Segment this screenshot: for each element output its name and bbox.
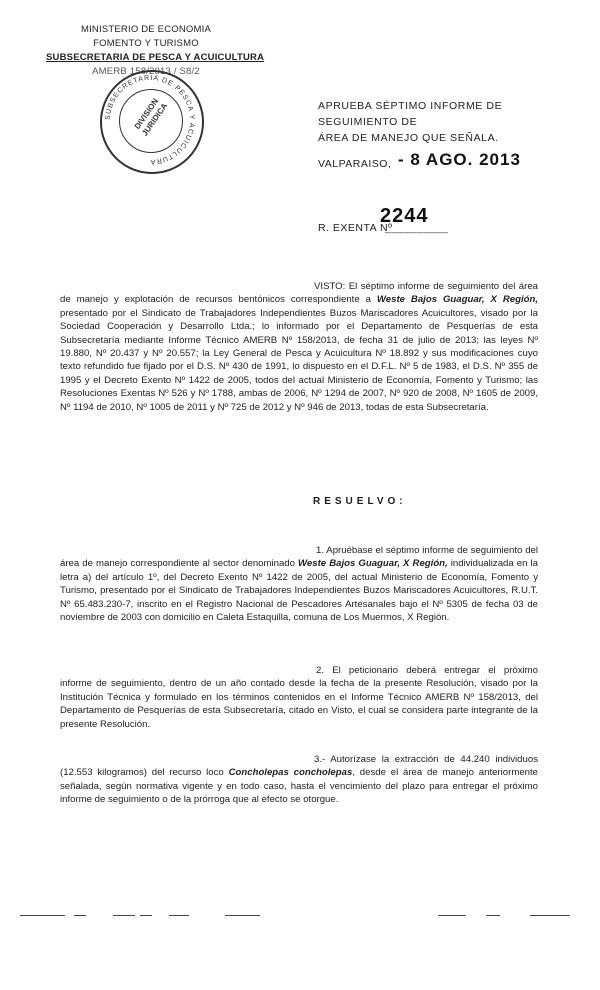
title-line-2: ÁREA DE MANEJO QUE SEÑALA. [318, 132, 499, 144]
footer-line-9 [530, 915, 570, 916]
item1-text-a: 1. Apruébase el séptimo informe de seguimiento del área de manejo correspondiente al sector denominado [60, 545, 538, 570]
item1-text-b: individualizada en la letra a) del artículo 1º, del Decreto Exento Nº 1422 de 2005, del actual Ministerio de Economía, Fomento y Turismo, presentado por el Sindicato de Trabajadores Independientes Buzos Mariscadores Acuicultores, R.U.T. Nº 65.483.230-7, inscrito en el Registro Nacional de Pescadores Artesanales bajo el Nº 5305 de fecha 03 de noviembre de 2003 con domicilio en Caleta Estaquilla, comuna de Los Muermos, X Región. [60, 558, 538, 624]
ministry-line-1: MINISTERIO DE ECONOMIA [80, 24, 212, 35]
visto-paragraph [60, 280, 538, 414]
resuelvo-heading: RESUELVO: [313, 496, 407, 507]
footer-line-4 [140, 915, 152, 916]
item3-text-a: 3.- Autorízase la extracción de 44.240 individuos (12.553 kilogramos) del recurso loco [60, 754, 538, 779]
footer-line-6 [225, 915, 260, 916]
official-seal [100, 70, 204, 174]
resolution-item-3 [60, 753, 538, 807]
item3-species: Concholepas concholepas [228, 767, 353, 779]
footer-line-8 [486, 915, 500, 916]
resolution-label: R. EXENTA Nº [318, 222, 393, 234]
visto-label: VISTO: [314, 281, 346, 292]
footer-line-2 [74, 915, 86, 916]
subsecretaria-line: SUBSECRETARIA DE PESCA Y ACUICULTURA [46, 52, 265, 63]
item1-area-name: Weste Bajos Guaguar, X Región, [298, 558, 448, 570]
amerb-reference: AMERB 158/2013 / S8/2 [92, 66, 200, 77]
date-city: VALPARAISO, [318, 158, 392, 170]
date-stamp: - 8 AGO. 2013 [398, 150, 521, 169]
footer-line-7 [438, 915, 466, 916]
footer-line-1 [20, 915, 65, 916]
title-line-1: APRUEBA SÉPTIMO INFORME DE SEGUIMIENTO DE [318, 100, 503, 128]
resolution-blank: __________ [385, 222, 449, 234]
footer-line-5 [169, 915, 189, 916]
resolution-item-2: 2. El peticionario deberá entregar el próximo informe de seguimiento, dentro de un año contado desde la fecha de la presente Resolución, visado por la Institución Técnica y formulado en los términos contenidos en el Informe Técnico AMERB Nº 158/2013, del Departamento de Pesquerías de esta Subsecretaría, citado en Visto, el cual se considera parte integrante de la presente Resolución. [60, 665, 538, 730]
item3-text-b: , desde el área de manejo anteriormente señalada, según normativa vigente y en todo caso, hasta el vencimiento del plazo para entregar el próximo informe de seguimiento o de la prórroga que al efecto se otorgue. [60, 767, 538, 806]
visto-text-1: El séptimo informe de seguimiento del área de manejo y explotación de recursos bentónicos correspondiente a [60, 281, 539, 306]
resolution-number: 2244 [380, 205, 429, 227]
footer-line-3 [113, 915, 135, 916]
seal-center-text: DIVISION JURIDICA [132, 96, 170, 138]
visto-area-name: Weste Bajos Guaguar, X Región, [376, 294, 538, 306]
ministry-line-2: FOMENTO Y TURISMO [93, 38, 199, 49]
resolution-item-1 [60, 544, 538, 624]
visto-text-2: presentado por el Sindicato de Trabajadores Independientes Buzos Mariscadores Acuicultores, visado por la Sociedad Cooperación y Desarrollo Ltda.; lo informado por el Departamento de Pesquerías de esta Subsecretaría mediante Informe Técnico AMERB Nº 158/2013, de fecha 31 de julio de 2013; las leyes Nº 19.880, Nº 20.437 y Nº 20.557; la Ley General de Pesca y Acuicultura Nº 18.892 y sus modificaciones cuyo texto refundido fue fijado por el D.S. Nº 430 de 1991, lo dispuesto en el D.F.L. Nº 5 de 1983, el D.S. Nº 355 de 1995 y el Decreto Exento Nº 1422 de 2005, todos del actual Ministerio de Economía, Fomento y Turismo; las Resoluciones Exentas Nº 526 y Nº 1788, ambas de 2006, Nº 1294 de 2007, Nº 920 de 2008, Nº 1605 de 2009, Nº 1194 de 2010, Nº 1005 de 2011 y Nº 725 de 2012 y Nº 946 de 2013, todas de esta Subsecretaría. [60, 307, 538, 413]
resolution-title [318, 98, 578, 146]
seal-ring-text: SUBSECRETARIA DE PESCA Y ACUICULTURA [104, 74, 196, 166]
